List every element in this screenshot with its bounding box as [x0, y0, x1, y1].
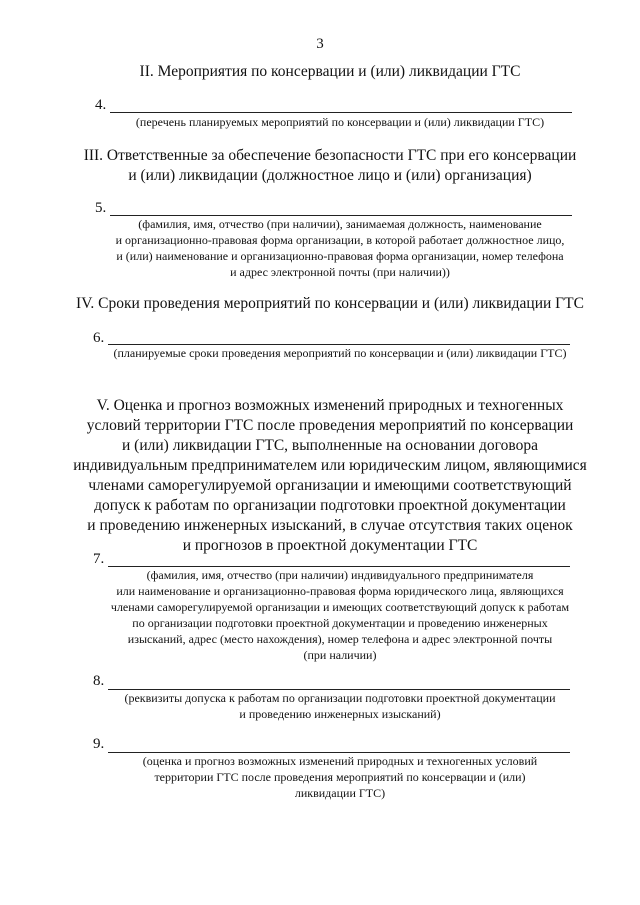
section-heading-ii	[60, 62, 600, 82]
section-heading-iv	[40, 294, 620, 314]
caption-line: ликвидации ГТС)	[294, 786, 386, 800]
caption-line: (оценка и прогноз возможных изменений природных и техногенных условий	[142, 754, 538, 768]
caption-line: и (или) наименование и организационно-правовая форма организации, номер телефона	[116, 249, 564, 263]
section-heading-iii	[60, 146, 600, 186]
fill-line-4	[110, 112, 572, 113]
caption-line: (перечень планируемых мероприятий по консервации и (или) ликвидации ГТС)	[135, 115, 545, 129]
caption-line: или наименование и организационно-правовая форма юридического лица, являющихся	[116, 584, 564, 598]
caption-line: (фамилия, имя, отчество (при наличии) индивидуального предпринимателя	[146, 568, 534, 582]
caption-4	[60, 114, 620, 130]
caption-line: (планируемые сроки проведения мероприятий по консервации и (или) ликвидации ГТС)	[113, 346, 567, 360]
caption-line: (реквизиты допуска к работам по организации подготовки проектной документации	[124, 691, 556, 705]
heading-line: индивидуальным предпринимателем или юридическим лицом, являющимися	[73, 457, 587, 474]
caption-9	[60, 753, 620, 801]
item-number-4: 4.	[95, 97, 107, 113]
heading-line: и (или) ликвидации ГТС, выполненные на основании договора	[122, 437, 538, 454]
page-number: 3	[316, 36, 324, 52]
caption-line: (при наличии)	[303, 648, 377, 662]
caption-6	[60, 345, 620, 361]
caption-line: (фамилия, имя, отчество (при наличии), занимаемая должность, наименование	[138, 217, 542, 231]
caption-line: и адрес электронной почты (при наличии))	[230, 265, 450, 279]
item-number-7: 7.	[93, 551, 105, 567]
caption-line: и проведению инженерных изысканий)	[239, 707, 441, 721]
caption-7	[60, 567, 620, 663]
item-number-9: 9.	[93, 736, 105, 752]
heading-line: IV. Сроки проведения мероприятий по консервации и (или) ликвидации ГТС	[76, 295, 584, 312]
caption-line: территории ГТС после проведения мероприятий по консервации и (или)	[154, 770, 526, 784]
caption-line: изысканий, адрес (место нахождения), номер телефона и адрес электронной почты	[127, 632, 553, 646]
heading-line: членами саморегулируемой организации и имеющими соответствующий	[88, 477, 572, 494]
item-number-8: 8.	[93, 673, 105, 689]
heading-line: III. Ответственные за обеспечение безопасности ГТС при его консервации	[83, 147, 577, 164]
item-number-6: 6.	[93, 330, 105, 346]
caption-line: и организационно-правовая форма организации, в которой работает должностное лицо,	[115, 233, 565, 247]
caption-line: членами саморегулируемой организации и имеющих соответствующий допуск к работам	[110, 600, 570, 614]
heading-line: и проведению инженерных изысканий, в случае отсутствия таких оценок	[87, 517, 573, 534]
heading-line: и (или) ликвидации (должностное лицо и (или) организация)	[128, 167, 532, 184]
heading-line: допуск к работам по организации подготовки проектной документации	[94, 497, 566, 514]
item-number-5: 5.	[95, 200, 107, 216]
caption-8	[60, 690, 620, 722]
caption-5	[60, 216, 620, 280]
heading-line: V. Оценка и прогноз возможных изменений природных и техногенных	[96, 397, 564, 414]
heading-line: условий территории ГТС после проведения мероприятий по консервации	[86, 417, 574, 434]
heading-line: II. Мероприятия по консервации и (или) ликвидации ГТС	[139, 63, 521, 80]
caption-line: по организации подготовки проектной документации и проведению инженерных	[132, 616, 548, 630]
section-heading-v	[40, 396, 620, 556]
heading-line: и прогнозов в проектной документации ГТС	[182, 537, 478, 554]
